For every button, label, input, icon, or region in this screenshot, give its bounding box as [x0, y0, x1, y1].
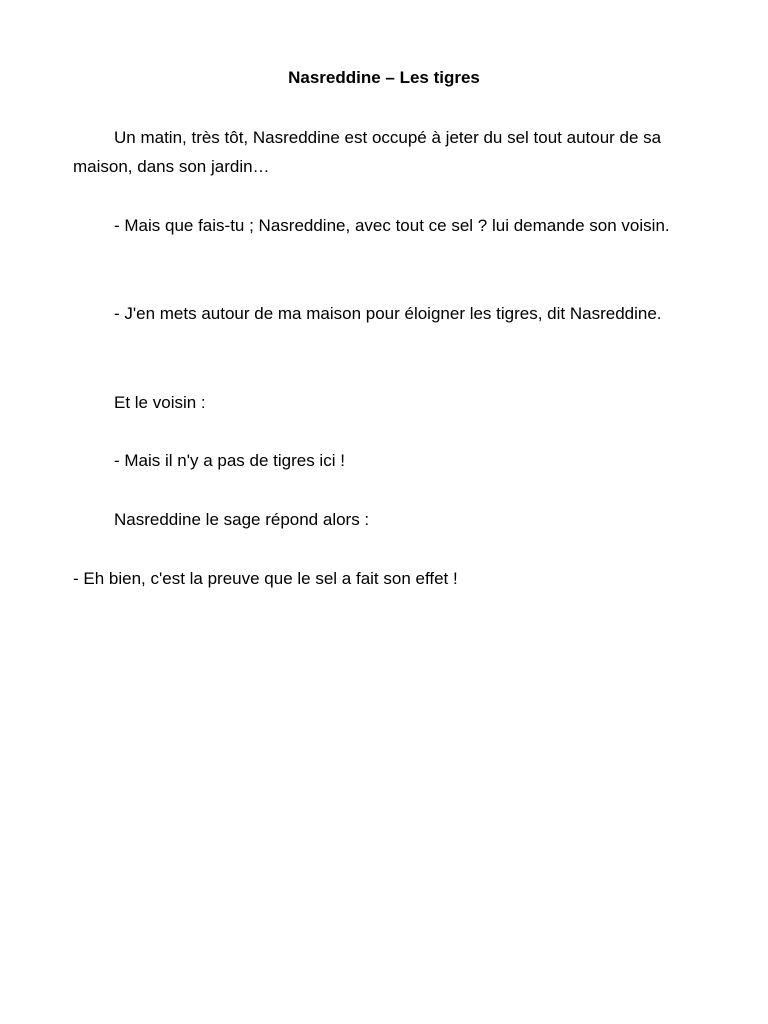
paragraph-neighbor-intro: Et le voisin :	[114, 393, 206, 412]
paragraph-sage-intro: Nasreddine le sage répond alors :	[114, 510, 370, 529]
paragraph-intro: Un matin, très tôt, Nasreddine est occupé à jeter du sel tout autour de sa maison, dans son jardin…	[73, 128, 662, 176]
paragraph-nasreddine-answer: - J'en mets autour de ma maison pour éloigner les tigres, dit Nasreddine.	[114, 304, 662, 323]
paragraph-neighbor-remark: - Mais il n'y a pas de tigres ici !	[114, 451, 345, 470]
document-title: Nasreddine – Les tigres	[288, 68, 480, 87]
paragraph-neighbor-question: - Mais que fais-tu ; Nasreddine, avec tout ce sel ? lui demande son voisin.	[114, 216, 670, 235]
paragraph-punchline: - Eh bien, c'est la preuve que le sel a fait son effet !	[73, 569, 458, 588]
